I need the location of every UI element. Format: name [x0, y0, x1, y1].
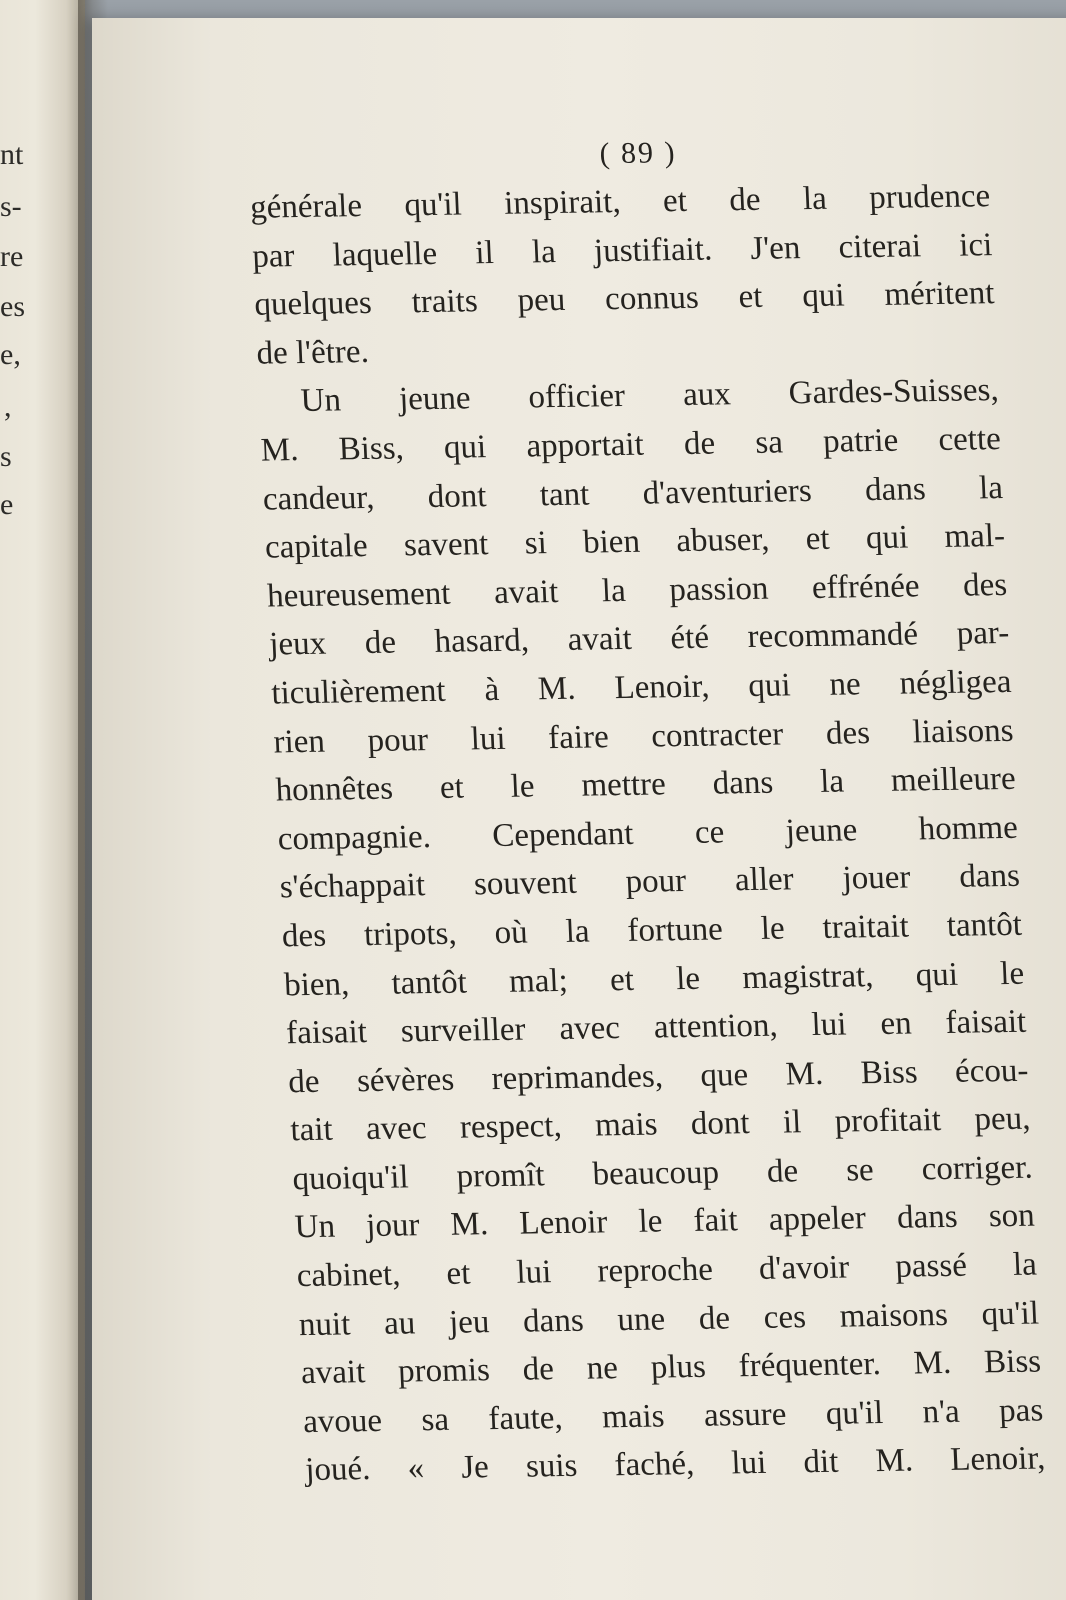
- text-line: nuit au jeu dans une de ces maisons qu'il: [298, 1295, 1040, 1343]
- page-text-block: [247, 124, 1046, 1495]
- text-line: Un jeune officier aux Gardes-Suisses,: [299, 372, 1000, 420]
- text-line: des tripots, où la fortune le traitait tantôt: [281, 906, 1023, 955]
- text-line: joué. « Je suis faché, lui dit M. Lenoir,: [304, 1440, 1047, 1489]
- margin-fragment: e,: [0, 338, 21, 371]
- text-line: jeux de hasard, avait été recommandé par-: [268, 615, 1010, 663]
- text-line: s'échappait souvent pour aller jouer dans: [279, 858, 1021, 906]
- text-line: M. Biss, qui apportait de sa patrie cette: [260, 420, 1002, 469]
- text-line: avait promis de ne plus fréquenter. M. Biss: [300, 1343, 1042, 1392]
- margin-fragment: s: [0, 440, 12, 473]
- page-number: ( 89 ): [598, 136, 678, 171]
- text-line: par laquelle il la justifiait. J'en citerai ici: [251, 226, 994, 275]
- text-line: tait avec respect, mais dont il profitait peu,: [289, 1100, 1032, 1149]
- margin-fragment: ,: [4, 390, 12, 423]
- text-line: avoue sa faute, mais assure qu'il n'a pas: [302, 1392, 1044, 1440]
- left-page-edge: [0, 0, 85, 1600]
- text-line: honnêtes et le mettre dans la meilleure: [274, 760, 1017, 809]
- margin-fragment: es: [0, 290, 25, 323]
- margin-fragment: e: [0, 488, 14, 521]
- margin-fragment: re: [0, 240, 24, 273]
- text-line: Un jour M. Lenoir le fait appeler dans son: [293, 1198, 1036, 1246]
- text-line: cabinet, et lui reproche d'avoir passé la: [296, 1246, 1038, 1295]
- text-line: compagnie. Cependant ce jeune homme: [276, 809, 1019, 858]
- text-line: faisait surveiller avec attention, lui en faisait: [285, 1003, 1027, 1052]
- margin-fragment: nt: [0, 138, 24, 171]
- text-line: capitale savent si bien abuser, et qui mal-: [264, 518, 1006, 566]
- margin-fragment: s-: [0, 190, 22, 223]
- text-line: quoiqu'il promît beaucoup de se corriger.: [291, 1149, 1034, 1198]
- text-line: de l'être.: [255, 333, 370, 372]
- text-line: heureusement avait la passion effrénée des: [266, 566, 1008, 615]
- text-line: générale qu'il inspirait, et de la prudence: [249, 178, 991, 226]
- text-line: candeur, dont tant d'aventuriers dans la: [262, 469, 1004, 518]
- text-line: quelques traits peu connus et qui méritent: [253, 275, 996, 323]
- text-line: bien, tantôt mal; et le magistrat, qui le: [283, 955, 1025, 1003]
- text-line: ticulièrement à M. Lenoir, qui ne négligea: [270, 663, 1013, 712]
- book-page: [92, 18, 1066, 1600]
- text-line: de sévères reprimandes, que M. Biss écou-: [287, 1052, 1030, 1100]
- text-line: rien pour lui faire contracter des liaisons: [272, 712, 1015, 760]
